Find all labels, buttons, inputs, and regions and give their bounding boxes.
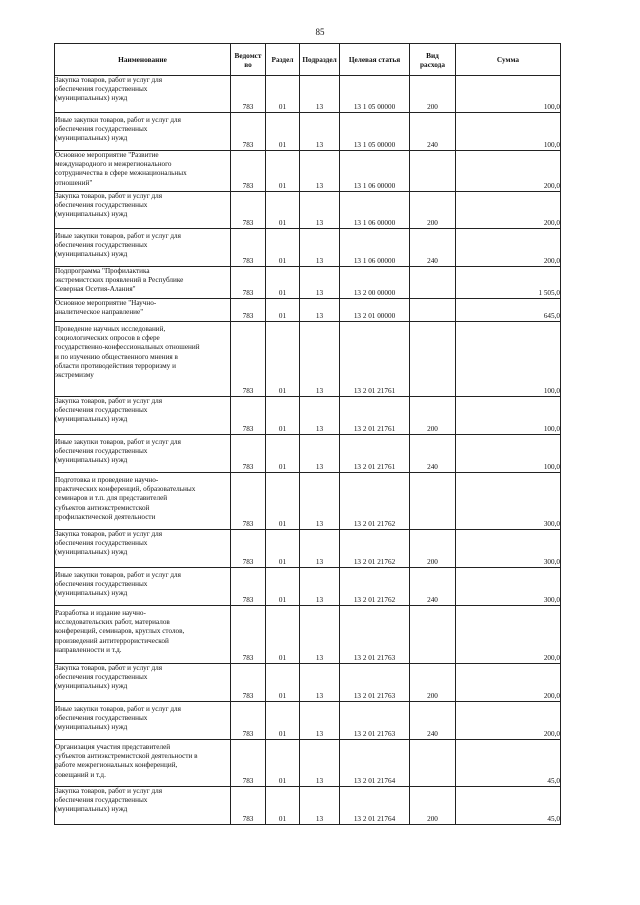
row-name: Закупка товаров, работ и услуг для обеспечения государственных (муниципальных) нужд xyxy=(55,397,231,435)
row-name: Иные закупки товаров, работ и услуг для обеспечения государственных (муниципальных) нужд xyxy=(55,435,231,473)
row-type: 200 xyxy=(410,76,456,113)
table-row xyxy=(55,787,561,825)
table-row xyxy=(55,606,561,664)
row-target: 13 2 01 21762 xyxy=(340,568,410,606)
row-subsection: 13 xyxy=(300,435,340,473)
header-name: Наименование xyxy=(55,44,231,76)
row-section: 01 xyxy=(266,113,300,151)
row-section: 01 xyxy=(266,702,300,740)
row-section: 01 xyxy=(266,397,300,435)
table-row xyxy=(55,664,561,702)
row-name: Закупка товаров, работ и услуг для обеспечения государственных (муниципальных) нужд xyxy=(55,192,231,229)
row-subsection: 13 xyxy=(300,473,340,530)
row-target: 13 2 01 21763 xyxy=(340,606,410,664)
table-row xyxy=(55,473,561,530)
table-row xyxy=(55,76,561,113)
row-section: 01 xyxy=(266,787,300,825)
table-row xyxy=(55,530,561,568)
table-row xyxy=(55,322,561,397)
row-sum: 100,0 xyxy=(456,435,561,473)
row-target: 13 2 00 00000 xyxy=(340,267,410,299)
row-dept: 783 xyxy=(231,397,266,435)
row-subsection: 13 xyxy=(300,113,340,151)
row-dept: 783 xyxy=(231,299,266,322)
row-section: 01 xyxy=(266,435,300,473)
row-dept: 783 xyxy=(231,267,266,299)
row-dept: 783 xyxy=(231,76,266,113)
row-sum: 200,0 xyxy=(456,606,561,664)
row-dept: 783 xyxy=(231,664,266,702)
row-section: 01 xyxy=(266,473,300,530)
row-target: 13 2 01 21764 xyxy=(340,787,410,825)
row-dept: 783 xyxy=(231,740,266,787)
header-sum: Сумма xyxy=(456,44,561,76)
row-sum: 200,0 xyxy=(456,151,561,192)
row-section: 01 xyxy=(266,76,300,113)
table-header-row xyxy=(55,44,561,76)
row-subsection: 13 xyxy=(300,192,340,229)
row-sum: 200,0 xyxy=(456,192,561,229)
row-dept: 783 xyxy=(231,606,266,664)
row-type: 240 xyxy=(410,113,456,151)
row-subsection: 13 xyxy=(300,397,340,435)
row-type xyxy=(410,606,456,664)
row-subsection: 13 xyxy=(300,787,340,825)
row-name: Проведение научных исследований, социологических опросов в сфере государственно-конфессиональных отношений и по изучению общественного мнения в области противодействия терроризму и экстремизму xyxy=(55,322,231,397)
row-subsection: 13 xyxy=(300,76,340,113)
row-target: 13 2 01 21761 xyxy=(340,435,410,473)
row-subsection: 13 xyxy=(300,568,340,606)
row-name: Подпрограмма "Профилактика экстремистских проявлений в Республике Северная Осетия-Алания" xyxy=(55,267,231,299)
row-sum: 200,0 xyxy=(456,702,561,740)
table-row xyxy=(55,435,561,473)
row-type: 240 xyxy=(410,702,456,740)
row-name: Закупка товаров, работ и услуг для обеспечения государственных (муниципальных) нужд xyxy=(55,76,231,113)
row-type xyxy=(410,473,456,530)
row-type: 200 xyxy=(410,664,456,702)
table-row xyxy=(55,740,561,787)
header-type: Вид расхода xyxy=(410,44,456,76)
row-section: 01 xyxy=(266,530,300,568)
table-row xyxy=(55,229,561,267)
row-name: Основное мероприятие "Научно- аналитическое направление" xyxy=(55,299,231,322)
header-dept: Ведомст во xyxy=(231,44,266,76)
row-dept: 783 xyxy=(231,787,266,825)
row-sum: 300,0 xyxy=(456,568,561,606)
row-dept: 783 xyxy=(231,568,266,606)
row-subsection: 13 xyxy=(300,151,340,192)
row-target: 13 1 06 00000 xyxy=(340,229,410,267)
table-row xyxy=(55,267,561,299)
row-dept: 783 xyxy=(231,530,266,568)
header-section: Раздел xyxy=(266,44,300,76)
row-sum: 300,0 xyxy=(456,473,561,530)
row-subsection: 13 xyxy=(300,606,340,664)
row-name: Подготовка и проведение научно- практических конференций, образовательных семинаров и т.п. для представителей субъектов антиэкстремистской профилактической деятельности xyxy=(55,473,231,530)
row-sum: 200,0 xyxy=(456,229,561,267)
row-subsection: 13 xyxy=(300,267,340,299)
row-target: 13 2 01 21762 xyxy=(340,530,410,568)
row-section: 01 xyxy=(266,322,300,397)
table-row xyxy=(55,702,561,740)
row-subsection: 13 xyxy=(300,740,340,787)
table-row xyxy=(55,192,561,229)
row-sum: 645,0 xyxy=(456,299,561,322)
row-name: Иные закупки товаров, работ и услуг для обеспечения государственных (муниципальных) нужд xyxy=(55,702,231,740)
row-type xyxy=(410,740,456,787)
row-type xyxy=(410,151,456,192)
row-sum: 45,0 xyxy=(456,740,561,787)
row-section: 01 xyxy=(266,192,300,229)
row-section: 01 xyxy=(266,299,300,322)
row-target: 13 2 01 21762 xyxy=(340,473,410,530)
row-type: 200 xyxy=(410,530,456,568)
row-name: Иные закупки товаров, работ и услуг для обеспечения государственных (муниципальных) нужд xyxy=(55,229,231,267)
row-name: Основное мероприятие "Развитие международного и межрегионального сотрудничества в сфере межнациональных отношений" xyxy=(55,151,231,192)
row-dept: 783 xyxy=(231,435,266,473)
row-name: Закупка товаров, работ и услуг для обеспечения государственных (муниципальных) нужд xyxy=(55,787,231,825)
row-name: Закупка товаров, работ и услуг для обеспечения государственных (муниципальных) нужд xyxy=(55,530,231,568)
row-section: 01 xyxy=(266,229,300,267)
row-type: 240 xyxy=(410,229,456,267)
page-number: 85 xyxy=(315,27,325,37)
row-section: 01 xyxy=(266,606,300,664)
row-sum: 100,0 xyxy=(456,322,561,397)
row-sum: 200,0 xyxy=(456,664,561,702)
row-name: Иные закупки товаров, работ и услуг для обеспечения государственных (муниципальных) нужд xyxy=(55,568,231,606)
row-subsection: 13 xyxy=(300,530,340,568)
header-target: Целевая статья xyxy=(340,44,410,76)
row-subsection: 13 xyxy=(300,229,340,267)
row-target: 13 1 05 00000 xyxy=(340,76,410,113)
row-sum: 100,0 xyxy=(456,397,561,435)
header-subsection: Подраздел xyxy=(300,44,340,76)
row-subsection: 13 xyxy=(300,299,340,322)
row-section: 01 xyxy=(266,664,300,702)
budget-table xyxy=(54,43,561,825)
row-target: 13 1 06 00000 xyxy=(340,192,410,229)
row-type xyxy=(410,267,456,299)
row-dept: 783 xyxy=(231,113,266,151)
row-target: 13 2 01 21763 xyxy=(340,664,410,702)
row-type: 200 xyxy=(410,397,456,435)
row-type: 240 xyxy=(410,435,456,473)
row-name: Разработка и издание научно- исследовательских работ, материалов конференций, семинаров, круглых столов, произведений антитеррористической направленности и т.д. xyxy=(55,606,231,664)
row-name: Организация участия представителей субъектов антиэкстремистской деятельности в работе межрегиональных конференций, совещаний и т.д. xyxy=(55,740,231,787)
row-type xyxy=(410,299,456,322)
row-subsection: 13 xyxy=(300,322,340,397)
row-dept: 783 xyxy=(231,473,266,530)
row-subsection: 13 xyxy=(300,664,340,702)
row-dept: 783 xyxy=(231,322,266,397)
table-row xyxy=(55,299,561,322)
row-sum: 100,0 xyxy=(456,113,561,151)
row-name: Иные закупки товаров, работ и услуг для обеспечения государственных (муниципальных) нужд xyxy=(55,113,231,151)
row-sum: 1 505,0 xyxy=(456,267,561,299)
row-target: 13 2 01 21764 xyxy=(340,740,410,787)
row-target: 13 2 01 00000 xyxy=(340,299,410,322)
row-sum: 100,0 xyxy=(456,76,561,113)
row-type: 200 xyxy=(410,192,456,229)
row-target: 13 2 01 21763 xyxy=(340,702,410,740)
row-section: 01 xyxy=(266,568,300,606)
row-section: 01 xyxy=(266,740,300,787)
row-target: 13 1 05 00000 xyxy=(340,113,410,151)
row-sum: 45,0 xyxy=(456,787,561,825)
row-type: 240 xyxy=(410,568,456,606)
row-target: 13 2 01 21761 xyxy=(340,322,410,397)
row-target: 13 2 01 21761 xyxy=(340,397,410,435)
row-dept: 783 xyxy=(231,702,266,740)
row-section: 01 xyxy=(266,151,300,192)
row-dept: 783 xyxy=(231,192,266,229)
row-target: 13 1 06 00000 xyxy=(340,151,410,192)
row-section: 01 xyxy=(266,267,300,299)
table-row xyxy=(55,568,561,606)
row-type: 200 xyxy=(410,787,456,825)
row-sum: 300,0 xyxy=(456,530,561,568)
row-subsection: 13 xyxy=(300,702,340,740)
row-name: Закупка товаров, работ и услуг для обеспечения государственных (муниципальных) нужд xyxy=(55,664,231,702)
row-dept: 783 xyxy=(231,229,266,267)
row-dept: 783 xyxy=(231,151,266,192)
table-row xyxy=(55,397,561,435)
table-row xyxy=(55,151,561,192)
table-row xyxy=(55,113,561,151)
row-type xyxy=(410,322,456,397)
